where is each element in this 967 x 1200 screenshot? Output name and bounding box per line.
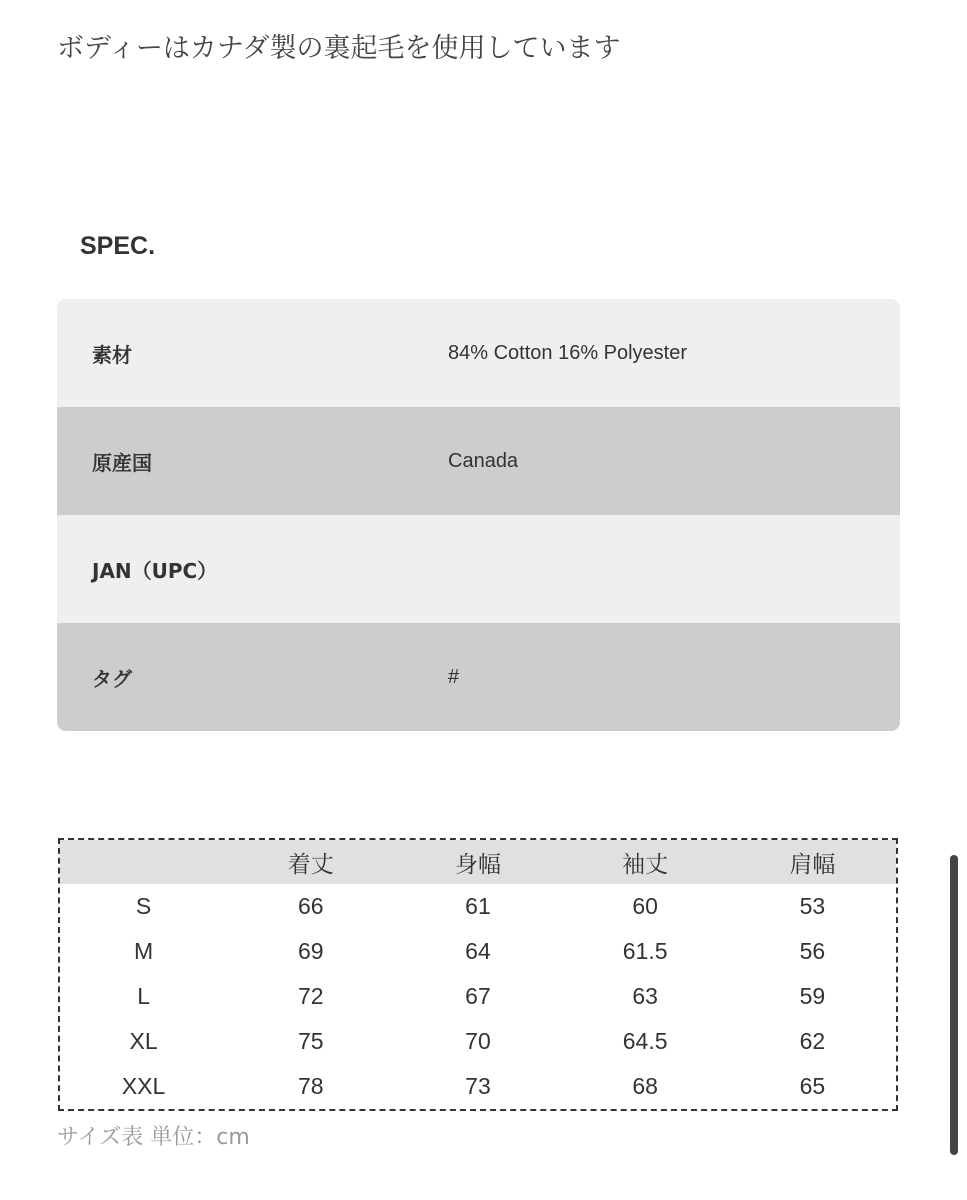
table-row: [60, 974, 896, 1019]
spec-value: Canada: [448, 449, 519, 472]
size-value-cell: 63: [632, 983, 658, 1009]
size-value-cell: 65: [799, 1073, 826, 1099]
size-value-cell: 59: [799, 983, 826, 1009]
intro-text: ボディーはカナダ製の裏起毛を使用しています: [57, 33, 621, 64]
size-table-body: [60, 884, 896, 1109]
spec-value: 84% Cotton 16% Polyester: [448, 341, 688, 364]
spec-row-material: [57, 299, 900, 407]
size-value-cell: 68: [632, 1073, 658, 1099]
size-table-header-cell: 身幅: [394, 840, 561, 884]
size-table-caption: サイズ表 単位：cm: [57, 1125, 250, 1150]
spec-row-tag: [57, 623, 900, 731]
size-label-cell: XL: [129, 1028, 158, 1054]
size-value-cell: 53: [799, 893, 826, 919]
size-value-cell: 75: [297, 1028, 324, 1054]
size-value-cell: 66: [297, 893, 324, 919]
spec-label: タグ: [92, 666, 132, 691]
spec-label: 素材: [92, 342, 132, 367]
size-label-cell: M: [134, 938, 154, 964]
size-value-cell: 61.5: [622, 938, 668, 964]
spec-label: 原産国: [92, 450, 152, 475]
size-value-cell: 67: [465, 983, 491, 1009]
size-value-cell: 70: [465, 1028, 491, 1054]
size-label-cell: L: [137, 983, 150, 1009]
size-value-cell: 64: [465, 938, 491, 964]
spec-label: JAN（UPC）: [92, 558, 218, 583]
size-table-header-row: [60, 840, 896, 884]
table-row: [60, 1064, 896, 1109]
table-row: [60, 929, 896, 974]
size-value-cell: 78: [297, 1073, 324, 1099]
size-value-cell: 56: [799, 938, 826, 964]
size-table-header-cell: 着丈: [227, 840, 394, 884]
spec-heading: SPEC.: [80, 232, 156, 260]
size-value-cell: 64.5: [622, 1028, 668, 1054]
size-value-cell: 72: [297, 983, 324, 1009]
size-label-cell: S: [135, 893, 152, 919]
table-row: [60, 884, 896, 929]
size-table: [60, 840, 896, 1109]
size-table-header-cell: 肩幅: [729, 840, 896, 884]
table-row: [60, 1019, 896, 1064]
size-value-cell: 69: [297, 938, 324, 964]
size-table-header-cell: 袖丈: [562, 840, 729, 884]
size-table-box: [58, 838, 898, 1111]
size-table-header-cell: [60, 840, 227, 884]
spec-table: [57, 299, 900, 731]
spec-row-origin: [57, 407, 900, 515]
size-value-cell: 62: [799, 1028, 826, 1054]
spec-value: #: [448, 665, 460, 688]
size-value-cell: 60: [632, 893, 658, 919]
scrollbar[interactable]: [950, 855, 958, 1155]
spec-row-jan: [57, 515, 900, 623]
size-value-cell: 73: [465, 1073, 491, 1099]
size-label-cell: XXL: [121, 1073, 166, 1099]
size-value-cell: 61: [465, 893, 491, 919]
